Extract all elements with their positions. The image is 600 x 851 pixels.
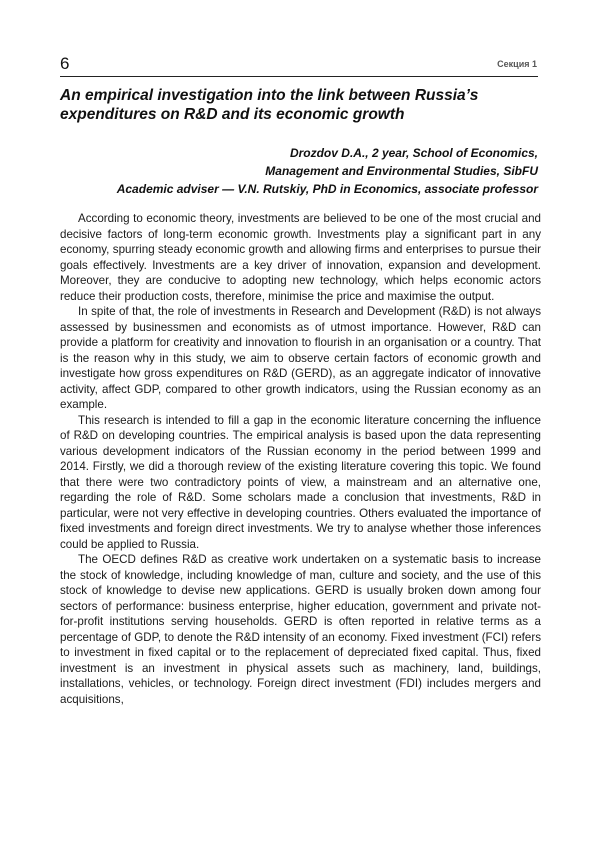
header-rule xyxy=(60,76,538,77)
body-paragraph: This research is intended to fill a gap in the economic literature concerning the influence of R&D on developing countries. The empirical analysis is based upon the data representing various development indicators of the Russian economy in the period between 1999 and 2014. Firstly, we did a thorough review of the existing literature covering this topic. We found that there were two contradictory points of view, a mainstream and an alternative one, regarding the role of R&D. Some scholars made a conclusion that investments, R&D in particular, were not very effective in developing countries. Others evaluated the importance of fixed investments and foreign direct investments. We try to analyse whether those inferences could be applied to Russia. xyxy=(60,413,541,551)
author-line: Management and Environmental Studies, SibFU xyxy=(265,164,538,178)
author-line: Academic adviser — V.N. Rutskiy, PhD in Economics, associate professor xyxy=(116,182,538,196)
author-block xyxy=(58,144,538,198)
body-paragraph: According to economic theory, investments are believed to be one of the most crucial and decisive factors of long-term economic growth. Investments play a significant part in any economy, spurring steady economic growth and allowing firms and enterprises to pursue their goals effectively. Investments are a key driver of innovation, expansion and development. Moreover, they are conducive to adopting new technology, which helps economic actors reduce their production costs, therefore, minimise the price and maximise the output. xyxy=(60,212,541,303)
article-title: An empirical investigation into the link between Russia’s expenditures on R&D and its economic growth xyxy=(60,87,479,123)
section-label: Секция 1 xyxy=(497,59,537,69)
author-line: Drozdov D.A., 2 year, School of Economics, xyxy=(289,146,538,160)
body-paragraph: The OECD defines R&D as creative work undertaken on a systematic basis to increase the stock of knowledge, including knowledge of man, culture and society, and the use of this stock of knowledge to devise new applications. GERD is usually broken down among four sectors of performance: business enterprise, higher education, government and private not-for-profit institutions serving households. GERD is often reported in relative terms as a percentage of GDP, to denote the R&D intensity of an economy. Fixed investment (FCI) refers to investment in fixed capital or to the replacement of depreciated fixed capital. Thus, fixed investment is an investment in physical assets such as machinery, land, buildings, installations, vehicles, or technology. Foreign direct investment (FDI) includes mergers and acquisitions, xyxy=(60,553,541,706)
page-number: 6 xyxy=(60,54,70,73)
body-paragraph: In spite of that, the role of investments in Research and Development (R&D) is not always assessed by businessmen and economists as of utmost importance. However, R&D can provide a platform for creativity and innovation to flourish in an organisation or a country. That is the reason why in this study, we aim to observe certain factors of economic growth and investigate how gross expenditures on R&D (GERD), as an aggregate indicator of innovative activity, affect GDP, compared to other growth indicators, using the Russian economy as an example. xyxy=(60,305,541,411)
article-body xyxy=(60,211,541,707)
